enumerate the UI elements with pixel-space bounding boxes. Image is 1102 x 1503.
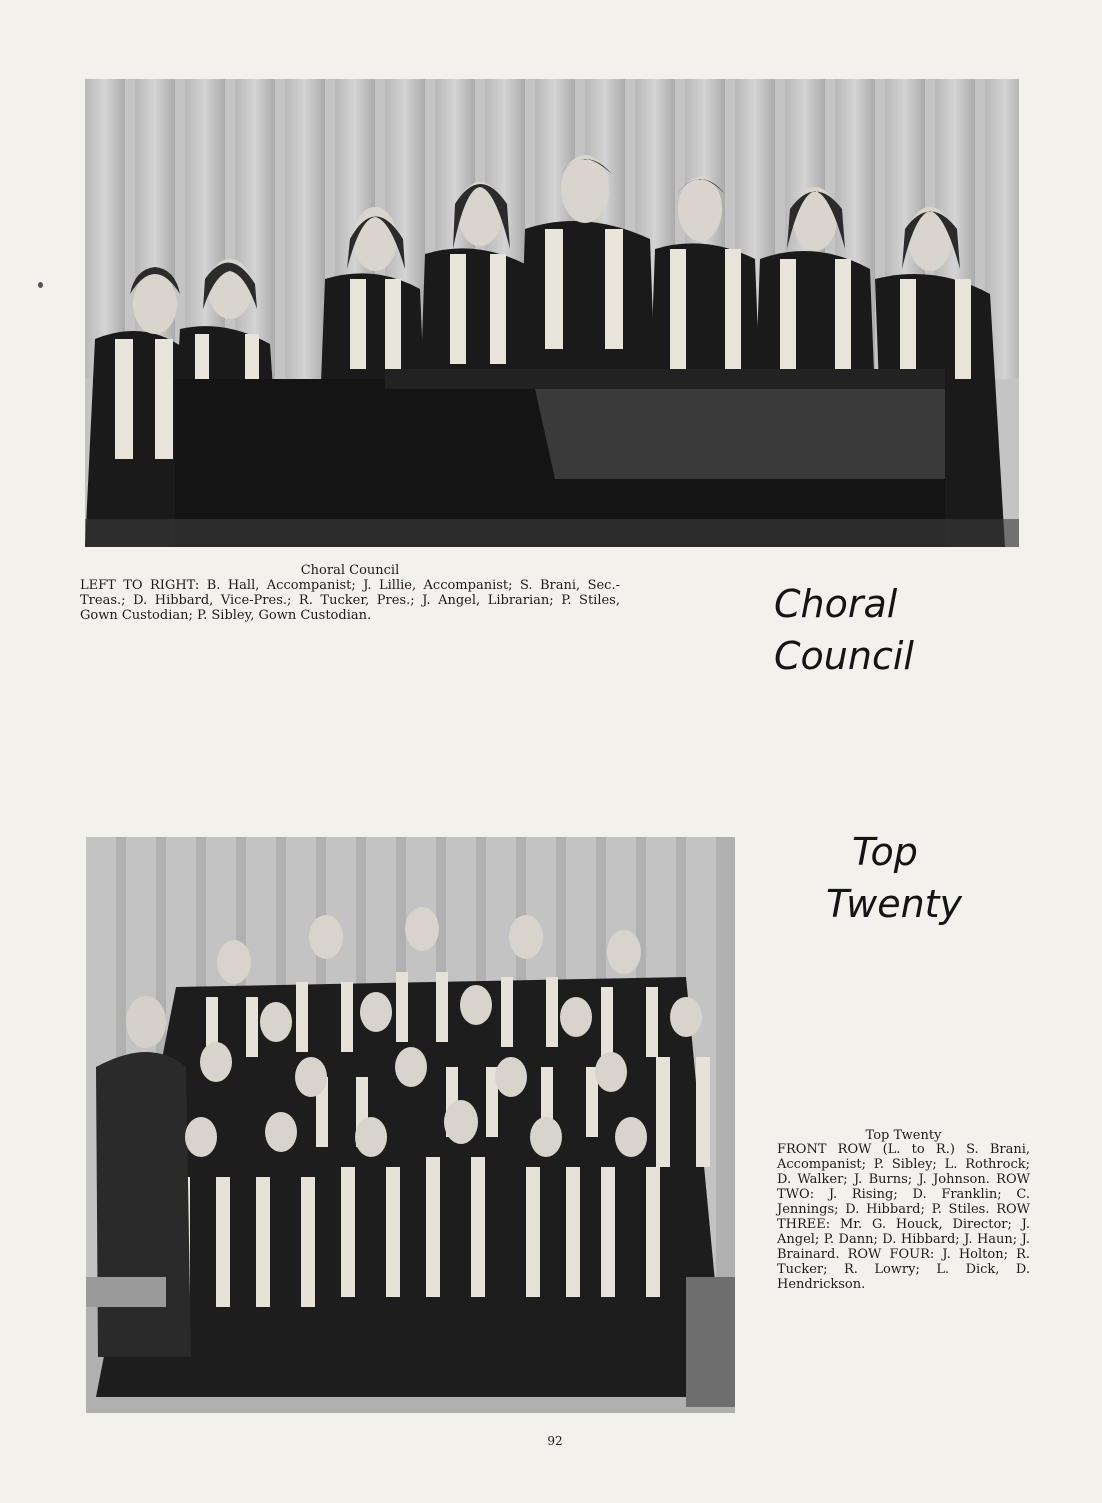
top-twenty-photo-illustration (86, 837, 735, 1413)
top-twenty-caption-title: Top Twenty (865, 1128, 942, 1143)
top-twenty-photo (86, 837, 735, 1413)
choral-council-photo-illustration (85, 79, 1019, 547)
choral-council-caption-body: LEFT TO RIGHT: B. Hall, Accompanist; J. Lillie, Accompanist; S. Brani, Sec.-Treas.; D. Hibbard, Vice-Pres.; R. Tucker, Pres.; J. Angel, Librarian; P. Stiles, Gown Custodian; P. Sibley, Gown Custodian. (80, 578, 620, 623)
page-number: 92 (547, 1434, 563, 1448)
choral-council-caption-title: Choral Council (300, 563, 400, 578)
print-speck (38, 282, 43, 288)
choral-council-heading-line1: Choral (774, 582, 898, 626)
top-twenty-heading-line1: Top (852, 830, 918, 874)
choral-council-photo (85, 79, 1019, 547)
top-twenty-caption-body: FRONT ROW (L. to R.) S. Brani, Accompanist; P. Sibley; L. Rothrock; D. Walker; J. Burns; J. Johnson. ROW TWO: J. Rising; D. Franklin; C. Jennings; D. Hibbard; P. Stiles. ROW THREE: Mr. G. Houck, Director; J. Angel; P. Dann; D. Hibbard; J. Haun; J. Brainard. ROW FOUR: J. Holton; R. Tucker; R. Lowry; L. Dick, D. Hendrickson. (777, 1142, 1030, 1292)
choral-council-heading-line2: Council (774, 634, 914, 678)
choral-council-heading (774, 578, 974, 682)
top-twenty-heading (826, 826, 1026, 930)
top-twenty-heading-line2: Twenty (826, 882, 963, 926)
